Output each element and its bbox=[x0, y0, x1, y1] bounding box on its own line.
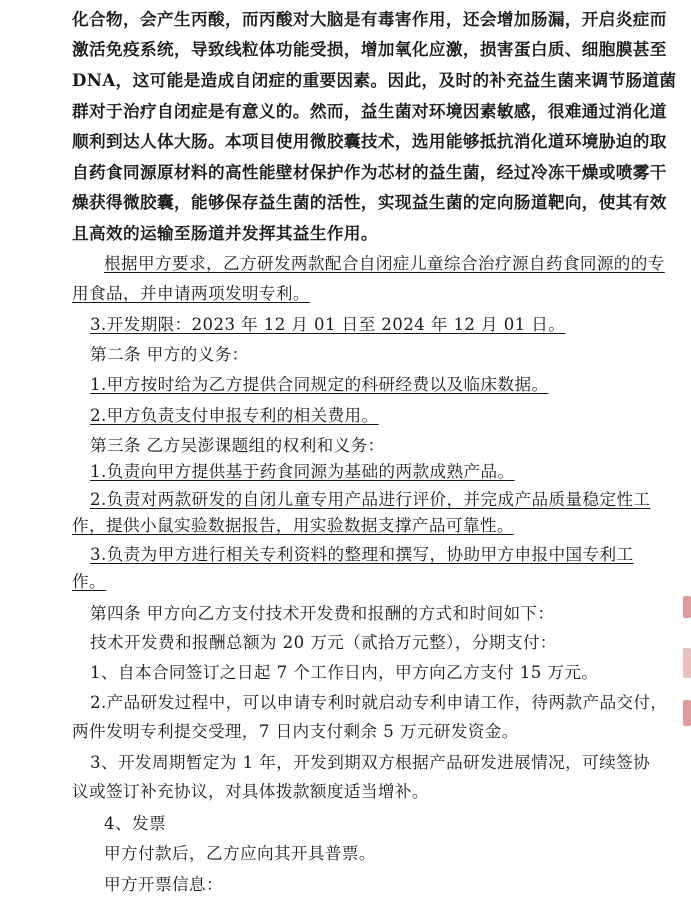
paragraph-2-line-2: 用食品，并申请两项发明专利。 bbox=[72, 284, 310, 303]
paragraph-1-line-3: DNA，这可能是造成自闭症的重要因素。因此，及时的补充益生菌来调节肠道菌 bbox=[72, 70, 677, 90]
paragraph-1-line-4: 群对于治疗自闭症是有意义的。然而，益生菌对环境因素敏感，很难通过消化道 bbox=[72, 101, 667, 121]
article-3-item-2-line-1: 2.负责对两款研发的自闭儿童专用产品进行评价，并完成产品质量稳定性工 bbox=[90, 490, 651, 509]
article-3-item-1: 1.负责向甲方提供基于药食同源为基础的两款成熟产品。 bbox=[90, 462, 515, 481]
article-2-item-2: 2.甲方负责支付申报专利的相关费用。 bbox=[90, 406, 379, 425]
dev-period: 3.开发期限：2023 年 12 月 01 日至 2024 年 12 月 01 日。 bbox=[90, 315, 566, 334]
seal-fragment bbox=[683, 648, 691, 678]
invoice-info-label: 甲方开票信息： bbox=[104, 875, 223, 894]
seal-fragment bbox=[683, 700, 691, 726]
article-3-item-3-line-2: 作。 bbox=[72, 572, 106, 591]
article-4-item-3-line-1: 3、开发周期暂定为 1 年，开发到期双方根据产品研发进展情况，可续签协 bbox=[90, 753, 651, 772]
paragraph-1-line-5: 顺利到达人体大肠。本项目使用微胶囊技术，选用能够抵抗消化道环境胁迫的取 bbox=[72, 131, 667, 151]
paragraph-1-line-6: 自药食同源原材料的高性能壁材保护作为芯材的益生菌，经过冷冻干燥或喷雾干 bbox=[72, 162, 667, 182]
article-4-item-3-line-2: 议或签订补充协议，对具体拨款额度适当增补。 bbox=[72, 782, 429, 801]
article-2-item-1: 1.甲方按时给为乙方提供合同规定的科研经费以及临床数据。 bbox=[90, 375, 549, 394]
article-4-title: 第四条 甲方向乙方支付技术开发费和报酬的方式和时间如下： bbox=[90, 604, 555, 623]
paragraph-1-line-1: 化合物，会产生丙酸，而丙酸对大脑是有毒害作用，还会增加肠漏，开启炎症而 bbox=[72, 9, 667, 29]
article-3-item-3-line-1: 3.负责为甲方进行相关专利资料的整理和撰写，协助甲方申报中国专利工 bbox=[90, 545, 634, 564]
article-4-item-2-line-1: 2.产品研发过程中，可以申请专利时就启动专利申请工作，待两款产品交付， bbox=[90, 693, 668, 712]
paragraph-2-line-1: 根据甲方要求，乙方研发两款配合自闭症儿童综合治疗源自药食同源的的专 bbox=[104, 254, 665, 273]
paragraph-1-line-2: 激活免疫系统，导致线粒体功能受损，增加氧化应激，损害蛋白质、细胞膜甚至 bbox=[72, 39, 667, 59]
seal-fragment bbox=[683, 596, 691, 618]
paragraph-1-line-7: 燥获得微胶囊，能够保存益生菌的活性，实现益生菌的定向肠道靶向，使其有效 bbox=[72, 192, 667, 212]
invoice-text: 甲方付款后，乙方应向其开具普票。 bbox=[104, 844, 376, 863]
article-4-total: 技术开发费和报酬总额为 20 万元（贰拾万元整），分期支付： bbox=[90, 633, 557, 652]
article-3-item-2-line-2: 作，提供小鼠实验数据报告，用实验数据支撑产品可靠性。 bbox=[72, 516, 514, 535]
article-3-title: 第三条 乙方吴澎课题组的权利和义务： bbox=[90, 436, 385, 455]
invoice-title: 4、发票 bbox=[104, 814, 166, 833]
article-4-item-1: 1、自本合同签订之日起 7 个工作日内，甲方向乙方支付 15 万元。 bbox=[90, 663, 599, 682]
article-4-item-2-line-2: 两件发明专利提交受理，7 日内支付剩余 5 万元研发资金。 bbox=[72, 722, 519, 741]
article-2-title: 第二条 甲方的义务： bbox=[90, 345, 249, 364]
paragraph-1-line-8: 且高效的运输至肠道并发挥其益生作用。 bbox=[72, 223, 378, 243]
